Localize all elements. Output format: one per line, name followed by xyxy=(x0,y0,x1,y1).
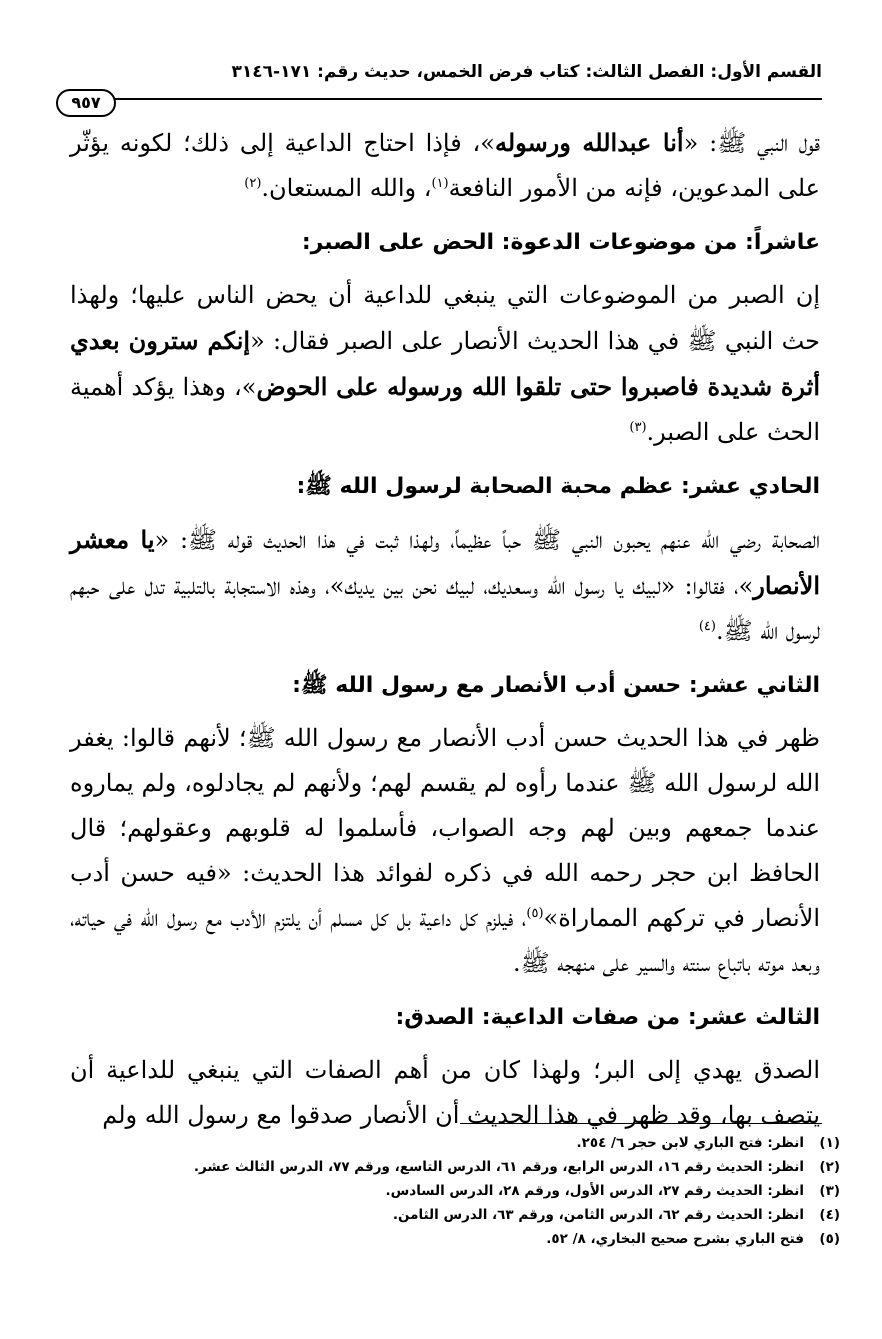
footnote-text: انظر: الحديث رقم ٦٢، الدرس الثامن، ورقم ٦٣، الدرس الثامن. xyxy=(392,1207,804,1223)
paragraph-text: ظهر في هذا الحديث حسن أدب الأنصار مع رسول الله ﷺ؛ لأنهم قالوا: يغفر الله لرسول الله ﷺ عندما رأوه لم يقسم لهم؛ ولأنهم لم يجادلوه، ولم يماروه عندما جمعهم وبين لهم وجه الصواب، فأسلموا له قلوبهم وعقولهم؛ قال الحافظ ابن حجر رحمه الله في ذكره لفوائد هذا الحديث: «فيه حسن أدب الأنصار في تركهم المماراة» xyxy=(70,724,821,932)
footnote-text: انظر: الحديث رقم ١٦، الدرس الرابع، ورقم ٦١، الدرس التاسع، ورقم ٧٧، الدرس الثالث عشر. xyxy=(193,1159,804,1175)
footnote-1 xyxy=(80,1131,840,1155)
paragraph-text: الصحابة رضي الله عنهم يحبون النبي ﷺ حباً عظيماً، ولهذا ثبت في هذا الحديث قوله ﷺ: « xyxy=(154,526,821,554)
footnote-4 xyxy=(80,1203,840,1227)
paragraph-2 xyxy=(70,273,820,455)
body-text xyxy=(70,120,820,1138)
footnote-ref: (١) xyxy=(431,176,449,191)
footnote-number: (٤) xyxy=(819,1207,840,1223)
footnotes xyxy=(80,1131,840,1251)
paragraph-text: »، فإذا احتاج الداعية إلى ذلك؛ لكونه يؤثّر على المدعوين، فإنه من الأمور النافعة xyxy=(70,129,820,202)
hadith-quote: إنكم سترون بعدي أثرة شديدة فاصبروا حتى تلقوا الله ورسوله على الحوض xyxy=(70,326,820,401)
footnote-text: فتح الباري بشرح صحيح البخاري، ٨/ ٥٢. xyxy=(546,1231,804,1247)
paragraph-text: »، فقالوا: «لبيك يا رسول الله وسعديك، لبيك نحن بين يديك»، وهذه الاستجابة بالتلبية تدل على حبهم لرسول الله ﷺ. xyxy=(70,572,820,645)
footnote-number: (١) xyxy=(819,1135,840,1151)
footnote-2 xyxy=(80,1155,840,1179)
footnote-ref: (٥) xyxy=(526,906,544,921)
hadith-quote: يا معشر الأنصار xyxy=(70,525,820,600)
section-heading-11: الحادي عشر: عظم محبة الصحابة لرسول الله ﷺ: xyxy=(296,474,820,499)
paragraph-text: إن الصبر من الموضوعات التي ينبغي للداعية أن يحض الناس عليها؛ ولهذا حث النبي ﷺ في هذا الحديث الأنصار على الصبر فقال: « xyxy=(70,281,820,355)
footnote-number: (٣) xyxy=(819,1183,840,1199)
footnote-number: (٢) xyxy=(819,1159,840,1175)
footnote-text: انظر: الحديث رقم ٢٧، الدرس الأول، ورقم ٢٨، الدرس السادس. xyxy=(385,1183,804,1199)
paragraph-4 xyxy=(70,716,820,986)
hadith-quote: أنا عبدالله ورسوله xyxy=(494,128,684,157)
footnote-ref: (٣) xyxy=(629,420,647,435)
paragraph-text: ، فيلزم كل داعية بل كل مسلم أن يلتزم الأدب مع رسول الله في حياته، وبعد موته باتباع سنته والسير على منهجه ﷺ. xyxy=(70,904,820,977)
footnote-ref: (٢) xyxy=(244,176,262,191)
paragraph-1 xyxy=(70,120,820,211)
footnote-5 xyxy=(80,1227,840,1251)
running-header: القسم الأول: الفصل الثالث: كتاب فرض الخمس، حديث رقم: ١٧١-٣١٤٦ xyxy=(231,62,822,82)
section-heading-12: الثاني عشر: حسن أدب الأنصار مع رسول الله ﷺ: xyxy=(292,673,820,698)
footnote-ref: (٤) xyxy=(698,619,716,634)
section-heading-10: عاشراً: من موضوعات الدعوة: الحض على الصبر: xyxy=(301,230,820,255)
footnote-3 xyxy=(80,1179,840,1203)
footnote-number: (٥) xyxy=(819,1231,840,1247)
paragraph-3 xyxy=(70,517,820,654)
paragraph-text: ، والله المستعان. xyxy=(261,174,432,202)
header-rule xyxy=(98,98,822,100)
page-number: ٩٥٧ xyxy=(56,89,116,117)
paragraph-text: قول النبي ﷺ: « xyxy=(683,129,820,157)
footnote-rule xyxy=(460,1123,822,1124)
paragraph-text: »، وهذا يؤكد أهمية الحث على الصبر. xyxy=(70,373,820,446)
paragraph-5: الصدق يهدي إلى البر؛ ولهذا كان من أهم الصفات التي ينبغي للداعية أن يتصف بها، وقد ظهر في هذا الحديث أن الأنصار صدقوا مع رسول الله ولم xyxy=(70,1056,820,1129)
footnote-text: انظر: فتح الباري لابن حجر ٦/ ٢٥٤. xyxy=(576,1135,804,1151)
section-heading-13: الثالث عشر: من صفات الداعية: الصدق: xyxy=(395,1005,820,1030)
